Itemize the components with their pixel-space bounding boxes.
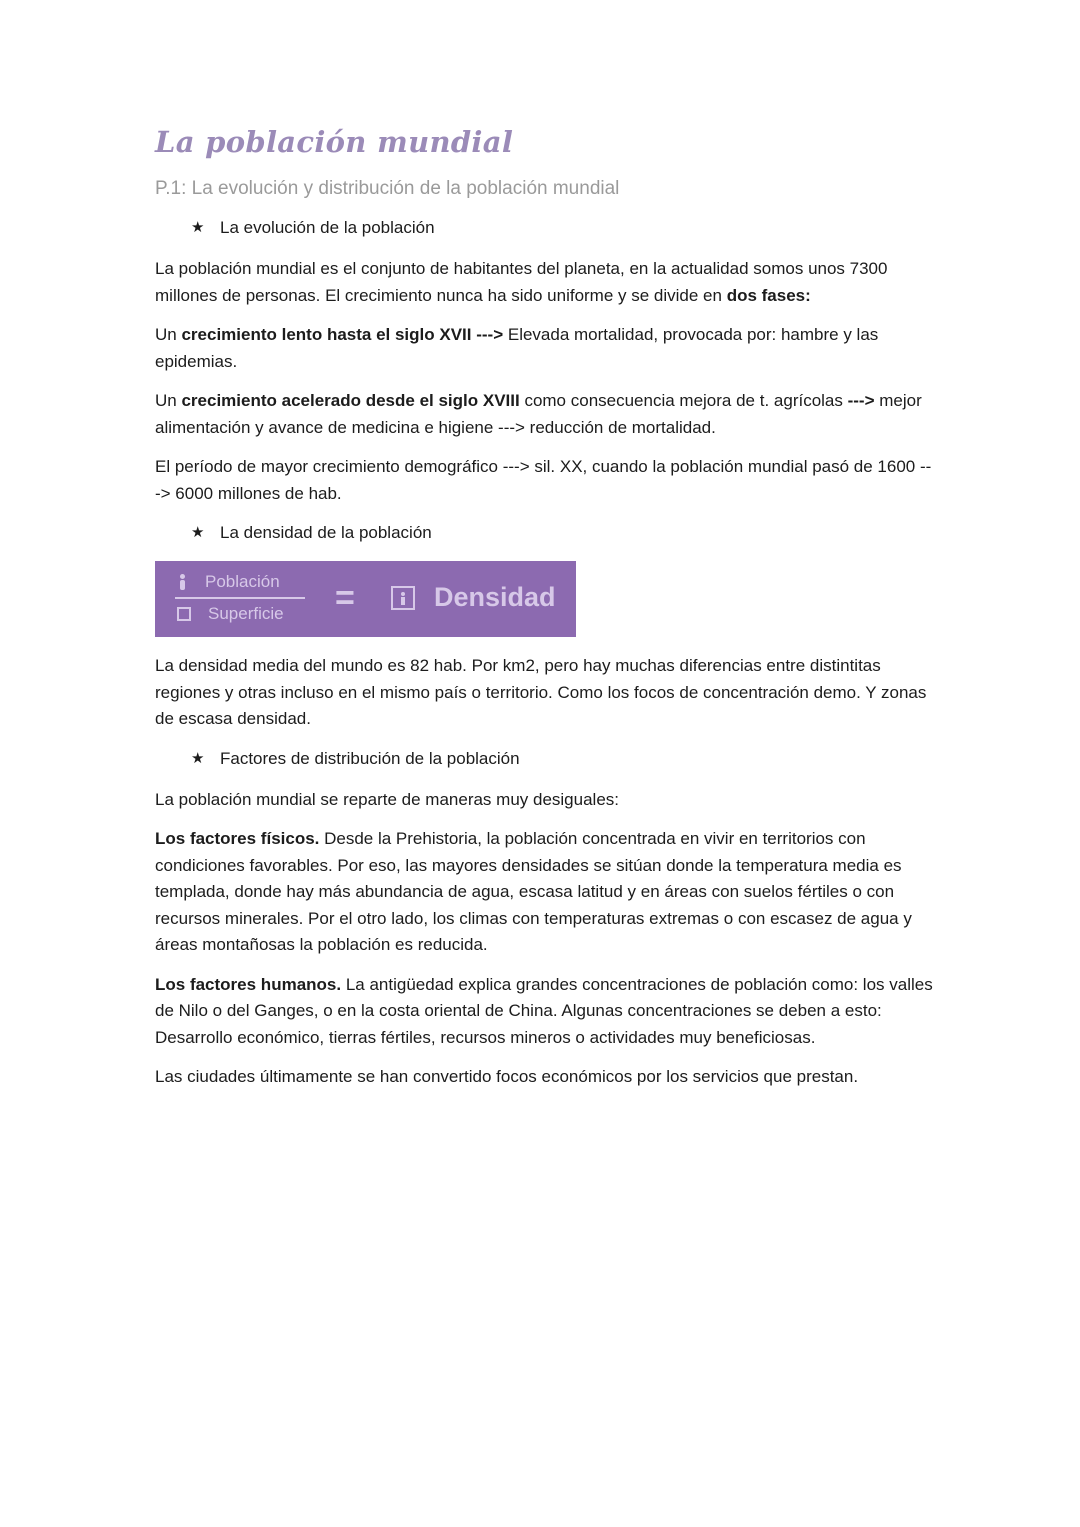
- formula-fraction: [175, 570, 305, 626]
- paragraph: La población mundial es el conjunto de habitantes del planeta, en la actualidad somos unos 7300 millones de personas. El crecimiento nunca ha sido uniforme y se divide en dos fases:: [155, 259, 888, 305]
- page-title: La población mundial: [155, 125, 514, 159]
- density-person-icon: [391, 586, 415, 610]
- numerator-label: Población: [205, 572, 280, 591]
- paragraph: Un crecimiento acelerado desde el siglo XVIII como consecuencia mejora de t. agrícolas ---> mejor alimentación y avance de medicina e higiene ---> reducción de mortalidad.: [155, 391, 922, 437]
- paragraph: Un crecimiento lento hasta el siglo XVII ---> Elevada mortalidad, provocada por: hambre y las epidemias.: [155, 325, 879, 371]
- section-heading-factores: [191, 747, 935, 771]
- paragraph: La población mundial se reparte de maneras muy desiguales:: [155, 789, 619, 809]
- page-subtitle: P.1: La evolución y distribución de la población mundial: [155, 178, 620, 199]
- paragraph: Las ciudades últimamente se han convertido focos económicos por los servicios que prestan.: [155, 1067, 859, 1086]
- denominator-label: Superficie: [208, 604, 284, 623]
- equals-sign: =: [335, 579, 355, 617]
- formula-denominator: [175, 602, 305, 626]
- section-heading-evolucion: [191, 216, 935, 240]
- formula-numerator: [175, 570, 305, 594]
- area-square-icon: [177, 607, 191, 621]
- star-bullet-icon: ★: [191, 219, 205, 236]
- paragraph: La densidad media del mundo es 82 hab. Por km2, pero hay muchas diferencias entre distintitas regiones y otras incluso en el mismo país o territorio. Como los focos de concentración demo. Y zonas de escasa densidad.: [155, 656, 927, 728]
- section-heading-label: La evolución de la población: [220, 218, 435, 237]
- paragraph: Los factores físicos. Desde la Prehistoria, la población concentrada en vivir en territorios con condiciones favorables. Por eso, las mayores densidades se sitúan donde la temperatura media es templada, donde hay más abundancia de agua, escasa latitud y en áreas con suelos fértiles o con recursos minerales. Por el otro lado, los climas con temperaturas extremas o con escasez de agua y áreas montañosas la población es reducida.: [155, 829, 912, 954]
- document-page: [155, 118, 935, 1091]
- section-heading-densidad: [191, 521, 935, 545]
- fraction-bar: [175, 597, 305, 599]
- density-result-label: Densidad: [434, 582, 556, 612]
- person-icon: [175, 574, 189, 590]
- section-heading-label: Factores de distribución de la población: [220, 748, 520, 768]
- paragraph: Los factores humanos. La antigüedad explica grandes concentraciones de población como: los valles de Nilo o del Ganges, o en la costa oriental de China. Algunas concentraciones se deben a esto: Desarrollo económico, tierras fértiles, recursos mineros o actividades muy beneficiosas.: [155, 974, 933, 1047]
- paragraph: El período de mayor crecimiento demográfico ---> sil. XX, cuando la población mundial pasó de 1600 ---> 6000 millones de hab.: [155, 457, 932, 503]
- density-formula-banner: [155, 561, 576, 637]
- star-bullet-icon: ★: [191, 524, 205, 541]
- section-heading-label: La densidad de la población: [220, 523, 432, 542]
- star-bullet-icon: ★: [191, 749, 205, 767]
